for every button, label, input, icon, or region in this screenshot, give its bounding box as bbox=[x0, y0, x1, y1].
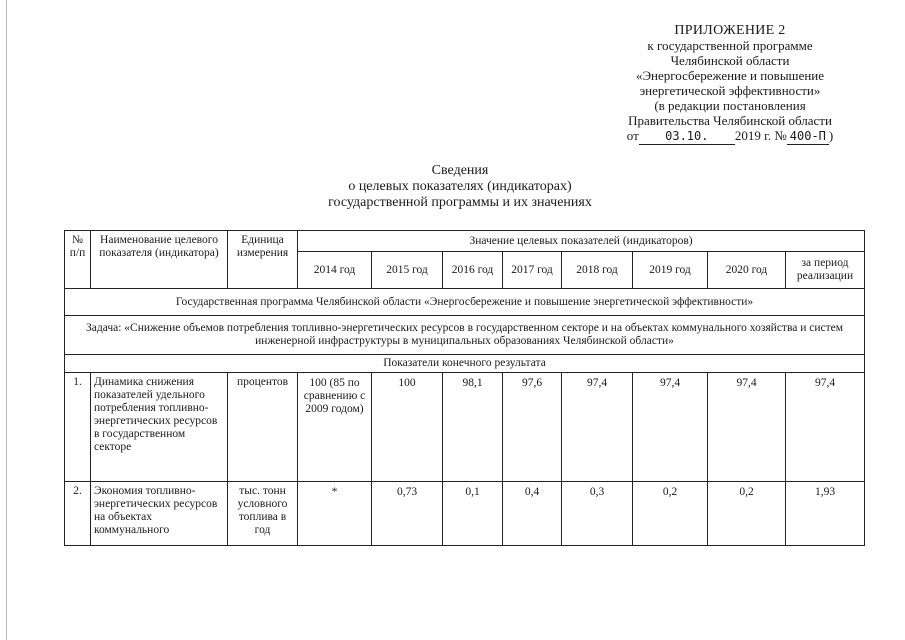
date-prefix: от bbox=[626, 128, 639, 143]
date-value: 03.10. bbox=[639, 129, 735, 145]
row-2-value-total: 1,93 bbox=[786, 482, 865, 546]
row-2-value-2016: 0,1 bbox=[443, 482, 503, 546]
row-2-unit: тыс. тонн условного топлива в год bbox=[228, 482, 298, 546]
task-row bbox=[65, 316, 865, 355]
program-title: Государственная программа Челябинской области «Энергосбережение и повышение энергетической эффективности» bbox=[65, 289, 865, 316]
row-1-value-2014: 100 (85 по сравнению с 2009 годом) bbox=[298, 373, 372, 482]
row-1-name: Динамика снижения показателей удельного потребления топливно-энергетических ресурсов в государственном секторе bbox=[91, 373, 228, 482]
header-year-2017: 2017 год bbox=[503, 252, 562, 289]
task-text: Задача: «Снижение объемов потребления топливно-энергетических ресурсов в государственном секторе и на объектах коммунального хозяйства и систем инженерной инфраструктуры в муниципальных образованиях Челябинской области» bbox=[65, 316, 865, 355]
appendix-line-3: «Энергосбережение и повышение bbox=[635, 68, 825, 83]
section-row bbox=[65, 355, 865, 373]
header-total-period: за период реализации bbox=[786, 252, 865, 289]
header-num: № п/п bbox=[65, 231, 91, 289]
row-2-name: Экономия топливно-энергетических ресурсов на объектах коммунального bbox=[91, 482, 228, 546]
appendix-line-1: к государственной программе bbox=[647, 38, 813, 53]
row-1-value-2020: 97,4 bbox=[708, 373, 786, 482]
row-1-value-2018: 97,4 bbox=[562, 373, 633, 482]
row-1-value-2017: 97,6 bbox=[503, 373, 562, 482]
program-row bbox=[65, 289, 865, 316]
table-row bbox=[65, 373, 865, 482]
header-year-2016: 2016 год bbox=[443, 252, 503, 289]
header-values-group: Значение целевых показателей (индикаторов) bbox=[298, 231, 865, 252]
row-2-value-2017: 0,4 bbox=[503, 482, 562, 546]
header-year-2019: 2019 год bbox=[633, 252, 708, 289]
table-row bbox=[65, 482, 865, 546]
section-title: Показатели конечного результата bbox=[65, 355, 865, 373]
header-unit: Единица измерения bbox=[228, 231, 298, 289]
heading-line-2: о целевых показателях (индикаторах) bbox=[348, 179, 572, 194]
appendix-title: ПРИЛОЖЕНИЕ 2 bbox=[674, 23, 786, 38]
header-year-2015: 2015 год bbox=[372, 252, 443, 289]
row-2-num: 2. bbox=[65, 482, 91, 546]
row-1-value-2019: 97,4 bbox=[633, 373, 708, 482]
row-2-value-2018: 0,3 bbox=[562, 482, 633, 546]
header-year-2020: 2020 год bbox=[708, 252, 786, 289]
scan-left-edge bbox=[6, 0, 7, 640]
row-1-value-total: 97,4 bbox=[786, 373, 865, 482]
document-number: 400-П bbox=[787, 129, 829, 145]
row-1-num: 1. bbox=[65, 373, 91, 482]
indicators-table bbox=[64, 230, 865, 546]
appendix-line-5: (в редакции постановления bbox=[654, 98, 806, 113]
appendix-line-4: энергетической эффективности» bbox=[639, 83, 821, 98]
year-text: 2019 г. № bbox=[734, 128, 787, 143]
appendix-line-2: Челябинской области bbox=[670, 53, 790, 68]
header-year-2018: 2018 год bbox=[562, 252, 633, 289]
appendix-date-line bbox=[600, 128, 860, 145]
row-2-value-2014: * bbox=[298, 482, 372, 546]
header-year-2014: 2014 год bbox=[298, 252, 372, 289]
row-2-value-2020: 0,2 bbox=[708, 482, 786, 546]
document-heading bbox=[260, 163, 660, 211]
row-2-value-2015: 0,73 bbox=[372, 482, 443, 546]
row-2-value-2019: 0,2 bbox=[633, 482, 708, 546]
row-1-unit: процентов bbox=[228, 373, 298, 482]
close-paren: ) bbox=[828, 128, 834, 143]
appendix-header bbox=[600, 23, 860, 145]
appendix-line-6: Правительства Челябинской области bbox=[628, 113, 832, 128]
header-row-1 bbox=[65, 231, 865, 252]
heading-line-1: Сведения bbox=[431, 163, 489, 178]
heading-line-3: государственной программы и их значениях bbox=[328, 195, 592, 210]
row-1-value-2016: 98,1 bbox=[443, 373, 503, 482]
header-name: Наименование целевого показателя (индикатора) bbox=[91, 231, 228, 289]
row-1-value-2015: 100 bbox=[372, 373, 443, 482]
